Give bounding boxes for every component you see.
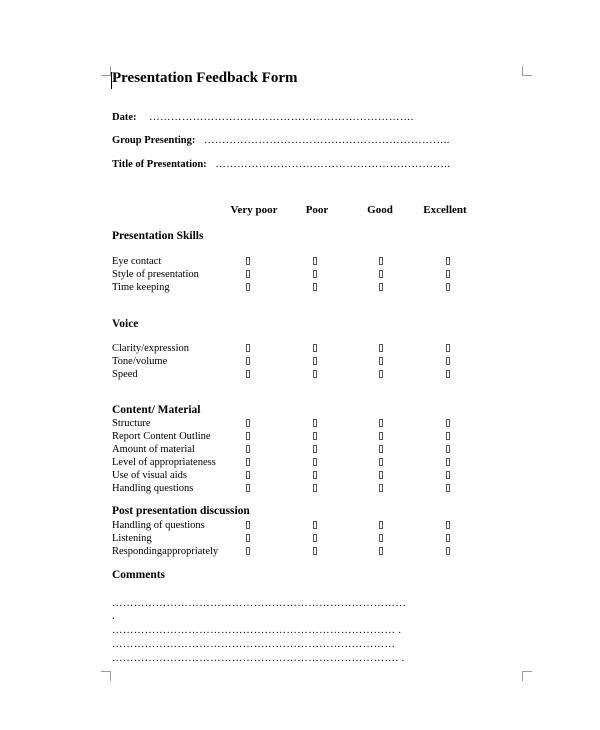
rating-checkbox-poor[interactable] <box>313 471 317 479</box>
rating-checkbox-very-poor[interactable] <box>246 257 250 265</box>
rating-checkbox-very-poor[interactable] <box>246 484 250 492</box>
rating-checkbox-good[interactable] <box>379 471 383 479</box>
rating-row <box>0 282 600 295</box>
rating-row <box>0 418 600 431</box>
section-title-comments: Comments <box>112 569 166 581</box>
rating-row <box>0 457 600 470</box>
field-value: ………………………………………………………………. <box>149 112 414 123</box>
rating-row <box>0 269 600 282</box>
criterion-label: Structure <box>112 418 151 429</box>
criterion-label: Eye contact <box>112 256 162 267</box>
field-label: Group Presenting: <box>112 135 196 146</box>
rating-checkbox-poor[interactable] <box>313 419 317 427</box>
field-label: Date: <box>112 112 137 123</box>
rating-row <box>0 470 600 483</box>
criterion-label: Clarity/expression <box>112 343 189 354</box>
criterion-label: Level of appropriateness <box>112 457 216 468</box>
rating-checkbox-very-poor[interactable] <box>246 534 250 542</box>
date-field[interactable] <box>112 112 414 123</box>
criterion-label: Style of presentation <box>112 269 199 280</box>
criterion-label: Report Content Outline <box>112 431 211 442</box>
margin-corner-mark <box>101 66 111 76</box>
rating-checkbox-good[interactable] <box>379 270 383 278</box>
column-header-excellent: Excellent <box>423 204 467 216</box>
rating-checkbox-very-poor[interactable] <box>246 471 250 479</box>
rating-checkbox-good[interactable] <box>379 357 383 365</box>
rating-row <box>0 343 600 356</box>
rating-checkbox-very-poor[interactable] <box>246 432 250 440</box>
rating-checkbox-very-poor[interactable] <box>246 370 250 378</box>
column-header-good: Good <box>367 204 393 216</box>
rating-row <box>0 256 600 269</box>
field-label: Title of Presentation: <box>112 159 207 170</box>
rating-row <box>0 431 600 444</box>
rating-checkbox-excellent[interactable] <box>446 521 450 529</box>
criterion-label: Time keeping <box>112 282 170 293</box>
criterion-label: Listening <box>112 533 152 544</box>
rating-checkbox-poor[interactable] <box>313 432 317 440</box>
rating-checkbox-very-poor[interactable] <box>246 521 250 529</box>
section-title-post-presentation-discussion: Post presentation discussion <box>112 505 250 517</box>
rating-row <box>0 444 600 457</box>
rating-checkbox-very-poor[interactable] <box>246 458 250 466</box>
rating-checkbox-poor[interactable] <box>313 270 317 278</box>
comment-line[interactable]: …………………………………………………………………… <box>112 639 396 650</box>
rating-checkbox-good[interactable] <box>379 419 383 427</box>
section-title-presentation-skills: Presentation Skills <box>112 230 204 242</box>
rating-checkbox-excellent[interactable] <box>446 471 450 479</box>
rating-row <box>0 533 600 546</box>
rating-checkbox-poor[interactable] <box>313 547 317 555</box>
rating-checkbox-very-poor[interactable] <box>246 344 250 352</box>
rating-checkbox-good[interactable] <box>379 521 383 529</box>
rating-row <box>0 369 600 382</box>
form-title: Presentation Feedback Form <box>112 70 298 86</box>
comment-line[interactable]: …………………………………………………………………… . <box>112 625 402 636</box>
rating-checkbox-excellent[interactable] <box>446 344 450 352</box>
rating-checkbox-poor[interactable] <box>313 357 317 365</box>
criterion-label: Amount of material <box>112 444 195 455</box>
margin-corner-mark <box>522 671 532 681</box>
rating-checkbox-excellent[interactable] <box>446 547 450 555</box>
rating-checkbox-good[interactable] <box>379 257 383 265</box>
rating-checkbox-good[interactable] <box>379 344 383 352</box>
rating-checkbox-excellent[interactable] <box>446 257 450 265</box>
comment-line[interactable]: . <box>112 611 116 622</box>
rating-checkbox-poor[interactable] <box>313 344 317 352</box>
rating-checkbox-good[interactable] <box>379 370 383 378</box>
rating-checkbox-excellent[interactable] <box>446 484 450 492</box>
rating-checkbox-poor[interactable] <box>313 283 317 291</box>
rating-checkbox-very-poor[interactable] <box>246 547 250 555</box>
rating-checkbox-good[interactable] <box>379 458 383 466</box>
criterion-label: Use of visual aids <box>112 470 187 481</box>
rating-row <box>0 546 600 559</box>
section-title-content-material: Content/ Material <box>112 404 201 416</box>
comment-line[interactable]: ……………………………………………………………………. . <box>112 653 405 664</box>
rating-row <box>0 483 600 496</box>
rating-checkbox-excellent[interactable] <box>446 458 450 466</box>
field-value: ……………………………………………………….. <box>215 159 451 170</box>
group-presenting-field[interactable] <box>112 135 450 146</box>
rating-checkbox-excellent[interactable] <box>446 432 450 440</box>
rating-checkbox-excellent[interactable] <box>446 357 450 365</box>
rating-checkbox-poor[interactable] <box>313 257 317 265</box>
rating-checkbox-excellent[interactable] <box>446 534 450 542</box>
criterion-label: Speed <box>112 369 138 380</box>
rating-checkbox-very-poor[interactable] <box>246 283 250 291</box>
rating-checkbox-good[interactable] <box>379 432 383 440</box>
criterion-label: Respondingappropriately <box>112 546 219 557</box>
rating-checkbox-good[interactable] <box>379 484 383 492</box>
rating-checkbox-poor[interactable] <box>313 370 317 378</box>
margin-corner-mark <box>522 66 532 76</box>
comment-line[interactable]: ……………………………………………………………………… <box>112 598 407 609</box>
rating-checkbox-excellent[interactable] <box>446 445 450 453</box>
rating-checkbox-good[interactable] <box>379 283 383 291</box>
presentation-title-field[interactable] <box>112 159 450 170</box>
rating-checkbox-poor[interactable] <box>313 445 317 453</box>
rating-checkbox-poor[interactable] <box>313 484 317 492</box>
column-header-very-poor: Very poor <box>230 204 278 216</box>
rating-checkbox-good[interactable] <box>379 547 383 555</box>
rating-checkbox-excellent[interactable] <box>446 370 450 378</box>
rating-checkbox-excellent[interactable] <box>446 419 450 427</box>
rating-checkbox-very-poor[interactable] <box>246 419 250 427</box>
criterion-label: Handling of questions <box>112 520 205 531</box>
criterion-label: Handling questions <box>112 483 194 494</box>
rating-checkbox-poor[interactable] <box>313 458 317 466</box>
column-header-poor: Poor <box>305 204 329 216</box>
rating-checkbox-good[interactable] <box>379 445 383 453</box>
rating-row <box>0 520 600 533</box>
rating-checkbox-very-poor[interactable] <box>246 357 250 365</box>
rating-checkbox-very-poor[interactable] <box>246 270 250 278</box>
rating-checkbox-excellent[interactable] <box>446 283 450 291</box>
section-title-voice: Voice <box>112 318 139 330</box>
rating-checkbox-very-poor[interactable] <box>246 445 250 453</box>
rating-checkbox-excellent[interactable] <box>446 270 450 278</box>
rating-checkbox-good[interactable] <box>379 534 383 542</box>
criterion-label: Tone/volume <box>112 356 168 367</box>
margin-corner-mark <box>101 671 111 681</box>
rating-row <box>0 356 600 369</box>
field-value: ………………………………………………………….. <box>203 135 450 146</box>
rating-checkbox-poor[interactable] <box>313 521 317 529</box>
rating-checkbox-poor[interactable] <box>313 534 317 542</box>
